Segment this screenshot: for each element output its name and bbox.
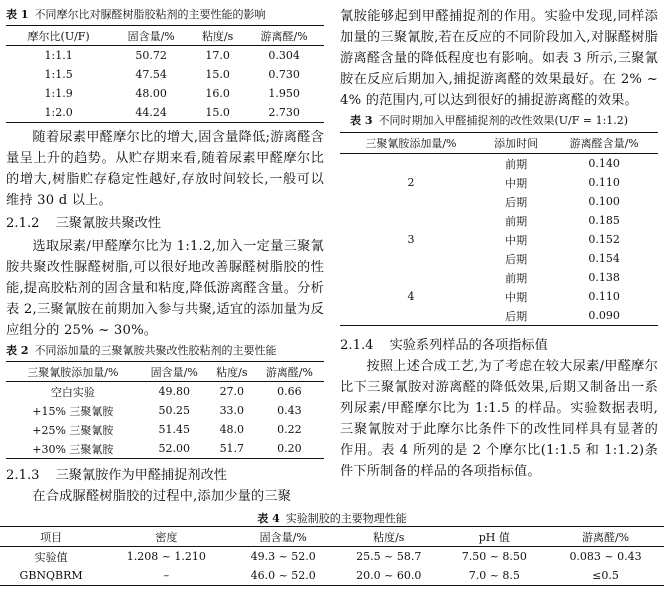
table-cell: 后期 <box>505 309 528 323</box>
table-cell: 0.66 <box>277 385 302 398</box>
section-number: 2.1.2 <box>6 216 40 231</box>
section-heading-2-1-4 <box>340 335 658 356</box>
table3-header: 三聚氰胺添加量/% <box>365 137 457 150</box>
table2 <box>6 361 324 459</box>
table2-header: 游离醛/% <box>265 365 313 379</box>
table-cell: 50.72 <box>135 49 167 62</box>
table-cell: 1.208 ~ 1.210 <box>126 550 206 563</box>
table-cell: 后期 <box>505 195 528 209</box>
table-cell: 0.43 <box>277 404 302 417</box>
table-row <box>0 566 664 586</box>
table-cell: 48.0 <box>219 423 245 436</box>
table-row <box>6 103 324 123</box>
table4-header: 粘度/s <box>373 530 405 544</box>
table4 <box>0 526 664 586</box>
table-cell: 后期 <box>505 252 528 266</box>
table-cell: 0.138 <box>588 271 620 284</box>
table-cell: 49.80 <box>158 385 190 398</box>
table-cell: 52.00 <box>158 442 190 455</box>
table-cell: 1:1.1 <box>44 49 73 62</box>
section-title: 三聚氰胺共聚改性 <box>55 216 162 231</box>
table-row <box>6 401 324 420</box>
table-cell: 50.25 <box>158 404 190 417</box>
table-cell: 0.110 <box>588 290 620 303</box>
table-cell: 中期 <box>505 290 528 304</box>
table1-header: 游离醛/% <box>260 29 308 43</box>
table-cell: 48.00 <box>135 87 167 100</box>
paragraph: 按照上述合成工艺,为了考虑在较大尿素/甲醛摩尔比下三聚氰胺对游离醛的降低效果,后期又制备出一系列尿素/甲醛摩尔比为 1:1.5 的样品。实验数据表明,三聚氰胺对于此摩尔比条件下的改性同样具有显著的作用。表 4 所列的是 2 个摩尔比(1:1.5 和 1:1.2)条件下所制备的样品的各项指标值。 <box>340 359 658 479</box>
table-cell: 7.0 ~ 8.5 <box>468 569 520 582</box>
table-cell: 前期 <box>505 271 528 285</box>
table-cell: 前期 <box>505 214 528 228</box>
table-cell: 27.0 <box>219 385 245 398</box>
table4-header: 项目 <box>40 530 63 544</box>
table-cell: 15.0 <box>205 106 230 119</box>
table1-header-row <box>6 26 324 46</box>
table-cell: 0.140 <box>588 157 620 170</box>
table-cell: 实验值 <box>34 550 68 564</box>
table1-header: 固含量/% <box>127 29 175 43</box>
table-row <box>6 46 324 66</box>
section-title: 三聚氰胺作为甲醛捕捉剂改性 <box>55 468 227 483</box>
table-row <box>6 439 324 459</box>
table-cell: 0.730 <box>268 68 300 81</box>
table-cell: 20.0 ~ 60.0 <box>356 569 422 582</box>
table-row <box>0 547 664 567</box>
table-cell: 中期 <box>505 176 528 190</box>
table-cell: 33.0 <box>219 404 245 417</box>
table-cell: 46.0 ~ 52.0 <box>250 569 316 582</box>
table1-number: 表 1 <box>6 8 29 21</box>
table3-caption-text: 不同时期加入甲醛捕捉剂的改性效果(U/F = 1:1.2) <box>378 114 629 127</box>
table-cell: 49.3 ~ 52.0 <box>250 550 316 563</box>
table-row <box>340 154 658 174</box>
table1-header: 粘度/s <box>201 29 234 43</box>
left-column <box>6 0 324 507</box>
table-cell: 0.083 ~ 0.43 <box>569 550 642 563</box>
table3-amount: 3 <box>407 233 415 246</box>
table-cell: 44.24 <box>135 106 167 119</box>
table-cell: 15.0 <box>205 68 230 81</box>
table-row <box>6 65 324 84</box>
table-cell: 0.22 <box>277 423 302 436</box>
right-column <box>340 0 658 482</box>
paragraph: 氰胺能够起到甲醛捕捉剂的作用。实验中发现,同样添加量的三聚氰胺,若在反应的不同阶段加入,对脲醛树脂游离醛含量的降低程度也有影响。如表 3 所示,三聚氰胺在反应后期加入,捕捉游离醛的效果最好。在 2% ~ 4% 的范围内,可以达到很好的捕捉游离醛的效果。 <box>340 9 658 108</box>
table2-caption <box>6 344 324 358</box>
table-row <box>340 211 658 230</box>
table3-amount: 2 <box>407 176 415 189</box>
table-cell: 17.0 <box>205 49 230 62</box>
table-cell: +25% 三聚氰胺 <box>32 423 114 437</box>
table-row <box>340 268 658 287</box>
table-cell: 47.54 <box>135 68 167 81</box>
table3 <box>340 132 658 326</box>
table-cell: ≤0.5 <box>592 569 619 582</box>
table4-header: 固含量/% <box>259 530 307 544</box>
table1-header: 摩尔比(U/F) <box>27 29 90 43</box>
table-cell: 7.50 ~ 8.50 <box>461 550 527 563</box>
table-cell: 中期 <box>505 233 528 247</box>
table-cell: +15% 三聚氰胺 <box>32 404 114 418</box>
table-cell: 0.090 <box>588 309 620 322</box>
table2-number: 表 2 <box>6 344 29 357</box>
table4-header-row <box>0 527 664 547</box>
table-cell: 0.304 <box>268 49 300 62</box>
table2-header: 固含量/% <box>150 365 198 379</box>
table-cell: 0.100 <box>588 195 620 208</box>
section-heading-2-1-3 <box>6 465 324 486</box>
table-cell: 1:2.0 <box>44 106 73 119</box>
paragraph: 在合成脲醛树脂胶的过程中,添加少量的三聚 <box>32 489 292 504</box>
section-number: 2.1.4 <box>340 338 374 353</box>
table3-caption <box>350 114 658 128</box>
table3-header: 游离醛含量/% <box>569 137 639 150</box>
table3-amount: 4 <box>340 268 482 326</box>
table-cell: 51.45 <box>158 423 190 436</box>
table2-caption-text: 不同添加量的三聚氰胺共聚改性胶粘剂的主要性能 <box>34 344 277 357</box>
table-cell: – <box>163 569 170 582</box>
paragraph: 选取尿素/甲醛摩尔比为 1:1.2,加入一定量三聚氰胺共聚改性脲醛树脂,可以很好地改善脲醛树脂胶的性能,提高胶粘剂的固含量和粘度,降低游离醛含量。分析表 2,三聚氰胺在前期加入参与共聚,适宜的添加量为反应组分的 25% ~ 30%。 <box>6 239 324 338</box>
section-title: 实验系列样品的各项指标值 <box>389 338 548 353</box>
table2-header: 三聚氰胺添加量/% <box>27 365 119 379</box>
table-row <box>6 84 324 103</box>
table1 <box>6 25 324 123</box>
table-cell: 25.5 ~ 58.7 <box>356 550 422 563</box>
table3-header: 添加时间 <box>494 137 539 150</box>
table-cell: 51.7 <box>219 442 245 455</box>
table-cell: 1.950 <box>268 87 300 100</box>
table-cell: 2.730 <box>268 106 300 119</box>
table1-caption <box>6 8 324 22</box>
table-cell: 0.110 <box>588 176 620 189</box>
table-cell: 1:1.9 <box>44 87 73 100</box>
table-cell: GBNQBRM <box>19 569 83 582</box>
table-row <box>6 420 324 439</box>
table-cell: 0.154 <box>588 252 620 265</box>
table-row <box>6 382 324 402</box>
table2-header: 粘度/s <box>216 365 248 379</box>
section-number: 2.1.3 <box>6 468 40 483</box>
table-cell: 16.0 <box>205 87 230 100</box>
table-cell: 1:1.5 <box>44 68 73 81</box>
table4-caption <box>0 512 664 526</box>
table-cell: 前期 <box>505 157 528 171</box>
table1-caption-text: 不同摩尔比对脲醛树脂胶粘剂的主要性能的影响 <box>34 8 266 21</box>
table-cell: +30% 三聚氰胺 <box>32 442 114 456</box>
table-cell: 0.20 <box>277 442 302 455</box>
table4-header: 密度 <box>155 530 178 544</box>
table-cell: 0.152 <box>588 233 620 246</box>
table2-header-row <box>6 362 324 382</box>
section-heading-2-1-2 <box>6 213 324 234</box>
table4-header: 游离醛/% <box>581 530 630 544</box>
table4-header: pH 值 <box>478 530 510 544</box>
table4-caption-text: 实验制胶的主要物理性能 <box>285 512 407 525</box>
table3-header-row <box>340 133 658 154</box>
table3-number: 表 3 <box>350 114 373 127</box>
paragraph: 随着尿素甲醛摩尔比的增大,固含量降低;游离醛含量呈上升的趋势。从贮存期来看,随着尿素甲醛摩尔比的增大,树脂贮存稳定性越好,存放时间较长,一般可以维持 30 d 以上。 <box>6 130 324 208</box>
table4-number: 表 4 <box>257 512 280 525</box>
table-cell: 空白实验 <box>50 385 95 399</box>
table-cell: 0.185 <box>588 214 620 227</box>
